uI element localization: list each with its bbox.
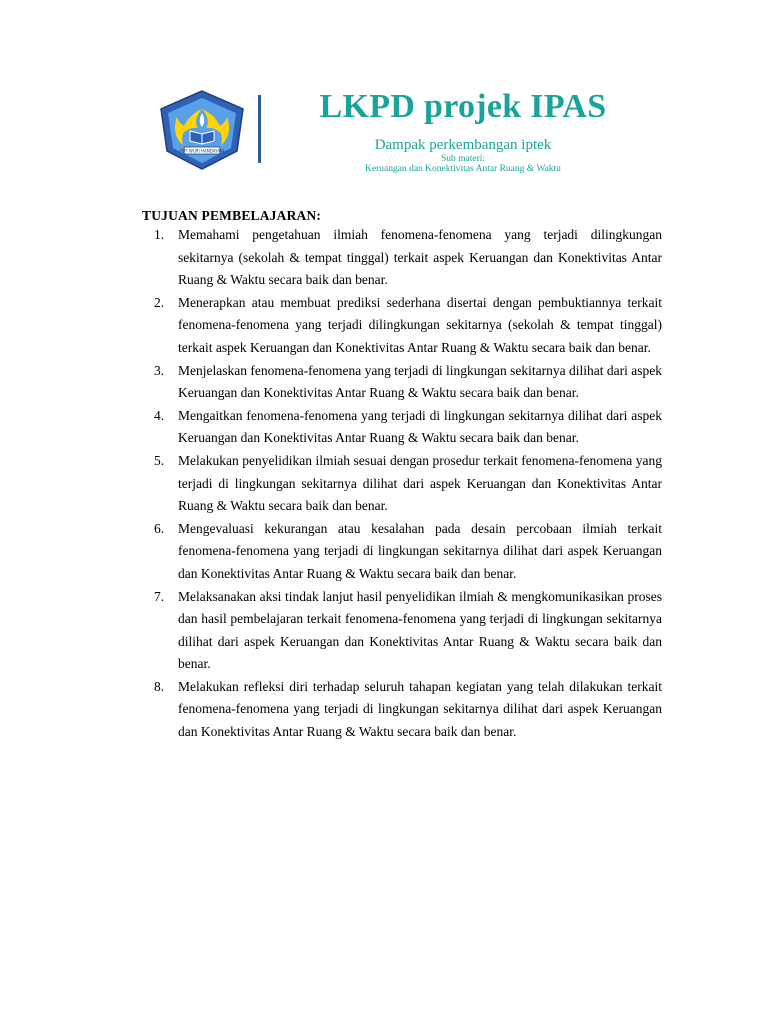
list-item-text: Melaksanakan aksi tindak lanjut hasil penyelidikan ilmiah & mengkomunikasikan proses dan hasil pembelajaran terkait fenomena-fenomena yang terjadi di lingkungan sekitarnya dilihat dari aspek Keruangan dan Konektivitas Antar Ruang & Waktu secara baik dan benar.	[178, 588, 662, 672]
logo-motto: TUT WURI HANDAYANI	[179, 148, 225, 154]
list-item-text: Menerapkan atau membuat prediksi sederhana disertai dengan pembuktiannya terkait fenomena-fenomena yang terjadi dilingkungan sekitarnya (sekolah & tempat tinggal) terkait aspek Keruangan dan Konektivitas Antar Ruang & Waktu secara baik dan benar.	[178, 294, 662, 355]
list-item	[142, 518, 662, 586]
header-divider	[258, 95, 261, 163]
list-item	[142, 224, 662, 292]
submateri-label: Sub materi:	[440, 154, 486, 164]
list-item-text: Mengevaluasi kekurangan atau kesalahan pada desain percobaan ilmiah terkait fenomena-fenomena yang terjadi di lingkungan sekitarnya dilihat dari aspek Keruangan dan Konektivitas Antar Ruang & Waktu secara baik dan benar.	[178, 520, 662, 581]
list-item-number: 4.	[154, 407, 165, 423]
list-item-number: 8.	[154, 678, 165, 694]
list-item	[142, 450, 662, 518]
list-item-number: 1.	[154, 227, 165, 242]
objectives-list	[142, 224, 662, 744]
list-item	[142, 586, 662, 676]
list-item-text: Melakukan refleksi diri terhadap seluruh tahapan kegiatan yang telah dilakukan terkait fenomena-fenomena yang terjadi di lingkungan sekitarnya dilihat dari aspek Keruangan dan Konektivitas Antar Ruang & Waktu secara baik dan benar.	[178, 678, 662, 740]
page-subtitle: Dampak perkembangan iptek	[374, 137, 552, 153]
list-item-number: 6.	[154, 520, 165, 536]
list-item-text: Memahami pengetahuan ilmiah fenomena-fenomena yang terjadi dilingkungan sekitarnya (sekolah & tempat tinggal) terkait aspek Keruangan dan Konektivitas Antar Ruang & Waktu secara baik dan benar.	[178, 227, 662, 288]
list-item	[142, 292, 662, 360]
submateri-text: Keruangan dan Konektivitas Antar Ruang & Waktu	[365, 164, 561, 174]
list-item	[142, 405, 662, 450]
list-item-number: 2.	[154, 294, 165, 310]
list-item-number: 3.	[154, 362, 165, 378]
list-item	[142, 676, 662, 744]
list-item-number: 5.	[154, 452, 165, 468]
list-item-text: Melakukan penyelidikan ilmiah sesuai dengan prosedur terkait fenomena-fenomena yang terjadi di lingkungan sekitarnya dilihat dari aspek Keruangan dan Konektivitas Antar Ruang & Waktu secara baik dan benar.	[178, 452, 662, 514]
list-item-number: 7.	[154, 588, 165, 604]
list-item	[142, 360, 662, 405]
page-title: LKPD projek IPAS	[319, 88, 607, 125]
tut-wuri-handayani-logo-icon	[157, 89, 247, 171]
list-item-text: Menjelaskan fenomena-fenomena yang terjadi di lingkungan sekitarnya dilihat dari aspek Keruangan dan Konektivitas Antar Ruang & Waktu secara baik dan benar.	[178, 362, 662, 401]
section-heading: TUJUAN PEMBELAJARAN:	[142, 208, 322, 223]
list-item-text: Mengaitkan fenomena-fenomena yang terjadi di lingkungan sekitarnya dilihat dari aspek Keruangan dan Konektivitas Antar Ruang & Waktu secara baik dan benar.	[178, 407, 662, 446]
